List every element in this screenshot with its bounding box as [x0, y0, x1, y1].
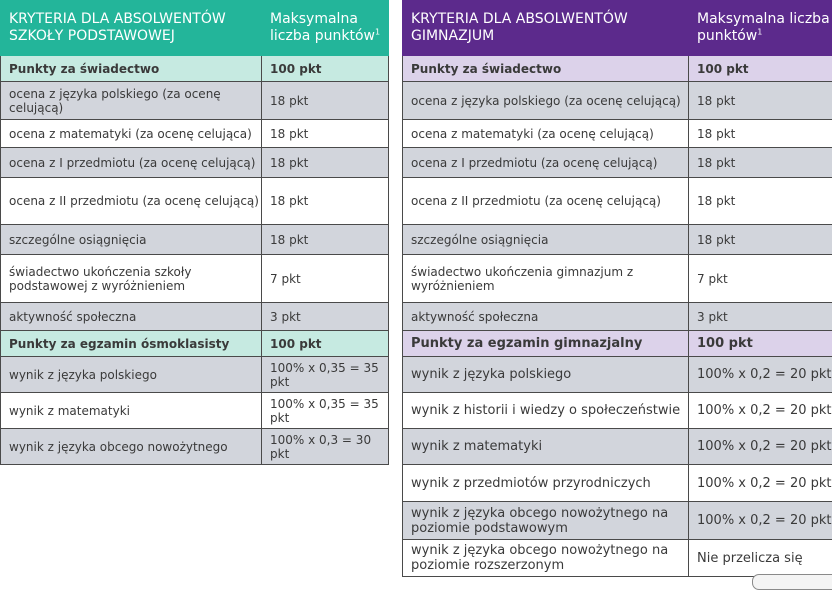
table-row: ocena z matematyki (za ocenę celującą) 18 pkt	[403, 120, 832, 148]
header-criteria: KRYTERIA DLA ABSOLWENTÓW GIMNAZJUM	[403, 1, 689, 56]
table-row: wynik z języka polskiego 100% x 0,35 = 35 pkt	[1, 357, 389, 393]
table-row-section: Punkty za egzamin ósmoklasisty 100 pkt	[1, 331, 389, 357]
table-row-section: Punkty za świadectwo 100 pkt	[403, 56, 832, 82]
table-row: ocena z języka polskiego (za ocenę celującą) 18 pkt	[1, 82, 389, 120]
table-row: wynik z języka obcego nowożytnego na poziomie rozszerzonym Nie przelicza się	[403, 540, 832, 577]
header-max-points: Maksymalna liczba punktów$^1$	[262, 1, 389, 56]
table-row-section: Punkty za egzamin gimnazjalny 100 pkt	[403, 331, 832, 357]
criteria-table-primary	[0, 0, 389, 465]
table-row: wynik z matematyki 100% x 0,2 = 20 pkt	[403, 429, 832, 465]
footnote-mark: 1	[375, 27, 380, 36]
table-row: aktywność społeczna 3 pkt	[1, 303, 389, 331]
table-row: szczególne osiągnięcia 18 pkt	[403, 225, 832, 255]
table-row: ocena z II przedmiotu (za ocenę celującą) 18 pkt	[403, 178, 832, 225]
table-row: ocena z matematyki (za ocenę celująca) 18 pkt	[1, 120, 389, 148]
table-row: wynik z języka obcego nowożytnego 100% x 0,3 = 30 pkt	[1, 429, 389, 465]
criteria-table-gymnasium	[402, 0, 832, 577]
table-row: ocena z I przedmiotu (za ocenę celującą) 18 pkt	[403, 148, 832, 178]
table-row: ocena z II przedmiotu (za ocenę celującą) 18 pkt	[1, 178, 389, 225]
table-row: świadectwo ukończenia gimnazjum z wyróżnieniem 7 pkt	[403, 255, 832, 303]
table-row: wynik z języka obcego nowożytnego na poziomie podstawowym 100% x 0,2 = 20 pkt	[403, 502, 832, 540]
footnote-mark: 1	[757, 27, 762, 36]
table-row: wynik z historii i wiedzy o społeczeństwie 100% x 0,2 = 20 pkt	[403, 393, 832, 429]
table-row: wynik z przedmiotów przyrodniczych 100% x 0,2 = 20 pkt	[403, 465, 832, 502]
table-row-section: Punkty za świadectwo 100 pkt	[1, 56, 389, 82]
table-row: wynik z matematyki 100% x 0,35 = 35 pkt	[1, 393, 389, 429]
table-row: szczególne osiągnięcia 18 pkt	[1, 225, 389, 255]
header-criteria: KRYTERIA DLA ABSOLWENTÓW SZKOŁY PODSTAWOWEJ	[1, 1, 262, 56]
table-row: świadectwo ukończenia szkoły podstawowej z wyróżnieniem 7 pkt	[1, 255, 389, 303]
table-header	[403, 1, 832, 56]
scrollbar-thumb[interactable]	[752, 574, 832, 590]
table-row: wynik z języka polskiego 100% x 0,2 = 20 pkt	[403, 357, 832, 393]
header-max-points: Maksymalna liczba punktów$^1$	[689, 1, 832, 56]
table-row: aktywność społeczna 3 pkt	[403, 303, 832, 331]
table-row: ocena z języka polskiego (za ocenę celującą) 18 pkt	[403, 82, 832, 120]
table-row: ocena z I przedmiotu (za ocenę celującą) 18 pkt	[1, 148, 389, 178]
table-header	[1, 1, 389, 56]
